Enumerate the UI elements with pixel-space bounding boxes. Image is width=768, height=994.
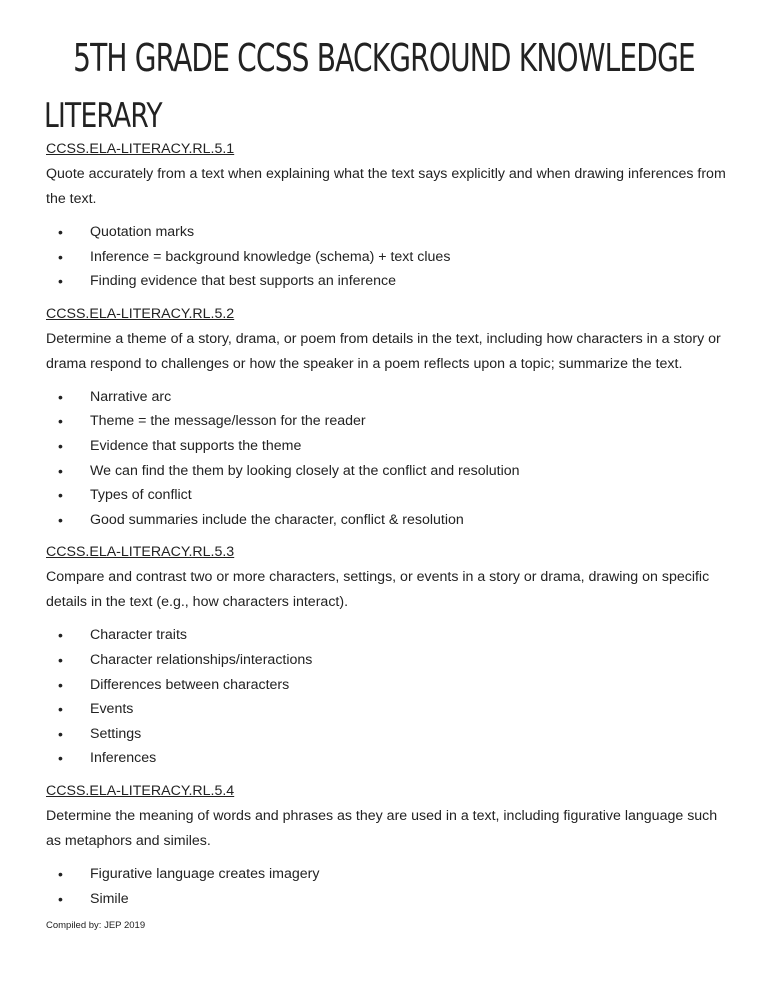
bullet-icon: •: [58, 224, 63, 240]
list-item: [46, 722, 736, 747]
bullet-icon: •: [58, 487, 63, 504]
list-item-text: Character relationships/interactions: [90, 651, 313, 668]
list-item: [46, 385, 736, 410]
bullet-icon: •: [58, 865, 63, 882]
standard-block: [46, 302, 736, 533]
bullet-list: [46, 220, 736, 294]
list-item-text: Good summaries include the character, conflict & resolution: [90, 511, 464, 528]
bullet-icon: •: [58, 725, 63, 742]
bullet-icon: •: [58, 273, 63, 290]
list-item-text: Events: [90, 701, 134, 718]
section-heading-literary: LITERARY: [44, 96, 162, 136]
page-title: 5TH GRADE CCSS BACKGROUND KNOWLEDGE: [73, 36, 695, 80]
list-item-text: Types of conflict: [90, 487, 192, 504]
list-item-text: Quotation marks: [90, 224, 195, 240]
bullet-list: [46, 385, 736, 533]
standard-code-link[interactable]: CCSS.ELA-LITERACY.RL.5.3: [46, 544, 235, 561]
list-item: [46, 434, 736, 459]
bullet-list: [46, 623, 736, 771]
bullet-icon: •: [58, 651, 63, 668]
list-item-text: Narrative arc: [90, 388, 172, 405]
list-item-text: We can find the them by looking closely at the conflict and resolution: [90, 462, 520, 479]
list-item: [46, 862, 736, 887]
standard-description: Determine the meaning of words and phrases as they are used in a text, including figurative language such as metaphors and similes.: [46, 807, 718, 849]
list-item: [46, 673, 736, 698]
list-item-text: Differences between characters: [90, 676, 290, 693]
bullet-icon: •: [58, 890, 63, 907]
standard-description: Determine a theme of a story, drama, or poem from details in the text, including how characters in a story or drama respond to challenges or how the speaker in a poem reflects upon a topic; summarize the text.: [46, 330, 721, 372]
bullet-icon: •: [58, 413, 63, 430]
list-item: [46, 483, 736, 508]
bullet-icon: •: [58, 701, 63, 718]
list-item-text: Figurative language creates imagery: [90, 865, 320, 882]
list-item: [46, 648, 736, 673]
list-item-text: Inference = background knowledge (schema) + text clues: [90, 248, 451, 265]
standard-code-link[interactable]: CCSS.ELA-LITERACY.RL.5.1: [46, 141, 235, 157]
bullet-icon: •: [58, 676, 63, 693]
list-item: [46, 697, 736, 722]
footer-credit: Compiled by: JEP 2019: [46, 920, 146, 931]
standard-description: Quote accurately from a text when explaining what the text says explicitly and when drawing inferences from the text.: [46, 166, 726, 207]
list-item: [46, 887, 736, 912]
bullet-icon: •: [58, 511, 63, 528]
list-item-text: Settings: [90, 725, 142, 742]
list-item: [46, 623, 736, 648]
standard-code-link[interactable]: CCSS.ELA-LITERACY.RL.5.2: [46, 305, 235, 322]
bullet-icon: •: [58, 462, 63, 479]
list-item: [46, 220, 736, 245]
list-item: [46, 508, 736, 533]
standard-block: [46, 540, 736, 771]
list-item-text: Simile: [90, 890, 129, 907]
list-item-text: Character traits: [90, 627, 187, 644]
bullet-icon: •: [58, 627, 63, 644]
bullet-list: [46, 862, 736, 911]
list-item: [46, 459, 736, 484]
bullet-icon: •: [58, 388, 63, 405]
standard-block: [46, 137, 736, 294]
list-item: [46, 245, 736, 270]
standards-list: [46, 137, 736, 919]
list-item-text: Finding evidence that best supports an inference: [90, 273, 397, 290]
standard-description: Compare and contrast two or more characters, settings, or events in a story or drama, drawing on specific details in the text (e.g., how characters interact).: [46, 569, 710, 611]
list-item-text: Theme = the message/lesson for the reader: [90, 413, 366, 430]
bullet-icon: •: [58, 248, 63, 265]
bullet-icon: •: [58, 750, 63, 767]
list-item: [46, 269, 736, 294]
standard-code-link[interactable]: CCSS.ELA-LITERACY.RL.5.4: [46, 782, 235, 799]
list-item: [46, 409, 736, 434]
list-item: [46, 746, 736, 771]
list-item-text: Inferences: [90, 750, 157, 767]
bullet-icon: •: [58, 437, 63, 454]
standard-block: [46, 779, 736, 911]
list-item-text: Evidence that supports the theme: [90, 437, 302, 454]
